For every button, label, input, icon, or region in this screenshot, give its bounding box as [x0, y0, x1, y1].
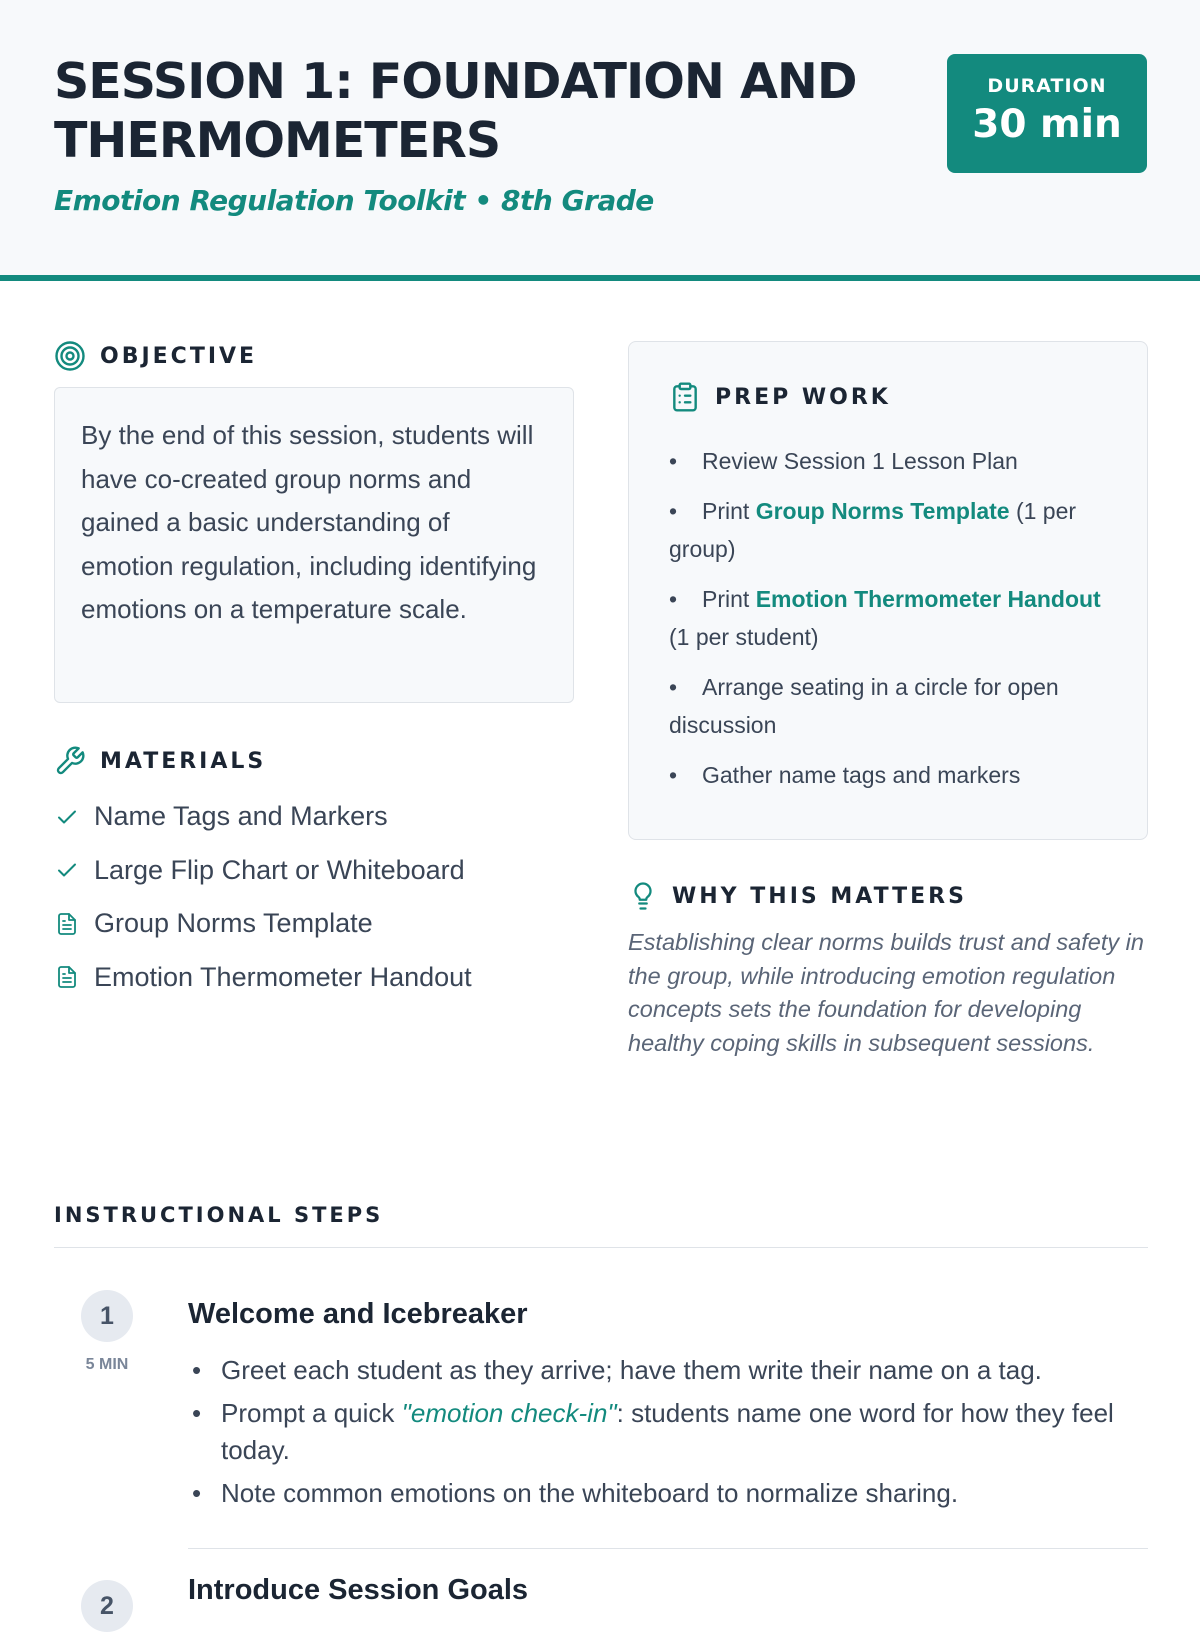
step-duration: 5 MIN	[85, 1356, 129, 1373]
prep-heading	[669, 381, 891, 413]
divider	[54, 1247, 1148, 1248]
prep-text-post: (1 per student)	[669, 624, 819, 650]
material-label: Large Flip Chart or Whiteboard	[94, 854, 465, 885]
step-number: 2	[81, 1580, 133, 1632]
prep-text: Review Session 1 Lesson Plan	[702, 448, 1018, 474]
why-heading-text: WHY THIS MATTERS	[672, 883, 967, 909]
check-icon	[54, 804, 80, 830]
materials-heading	[54, 745, 266, 777]
why-heading	[628, 880, 967, 912]
step-title: Introduce Session Goals	[188, 1574, 529, 1606]
duration-badge	[947, 54, 1147, 173]
check-icon	[54, 857, 80, 883]
list-item	[54, 951, 594, 1005]
list-item	[54, 844, 594, 898]
bullet-text: Prompt a quick	[221, 1398, 402, 1428]
wrench-icon	[54, 745, 86, 777]
step-bullets	[188, 1352, 1148, 1518]
objective-heading-text: OBJECTIVE	[100, 343, 258, 369]
prep-text: Print	[702, 498, 756, 524]
list-item	[188, 1475, 1148, 1512]
prep-text: Gather name tags and markers	[702, 762, 1021, 788]
bullet-text: Note common emotions on the whiteboard to normalize sharing.	[221, 1478, 959, 1508]
prep-list	[669, 442, 1109, 806]
prep-heading-text: PREP WORK	[715, 384, 891, 410]
prep-work-panel	[628, 341, 1148, 840]
list-item: • Review Session 1 Lesson Plan	[669, 448, 1018, 474]
list-item	[188, 1395, 1148, 1469]
list-item: • Arrange seating in a circle for open discussion	[669, 674, 1059, 738]
step-title: Welcome and Icebreaker	[188, 1298, 528, 1330]
page-header	[0, 0, 1200, 281]
lightbulb-icon	[628, 880, 658, 912]
objective-heading	[54, 340, 257, 372]
prep-text: Print	[702, 586, 756, 612]
list-item	[54, 790, 594, 844]
objective-text: By the end of this session, students will have co-created group norms and gained a basic understanding of emotion regulation, including identifying emotions on a temperature scale.	[54, 387, 574, 703]
target-icon	[54, 340, 86, 372]
bullet-text: Greet each student as they arrive; have them write their name on a tag.	[221, 1355, 1042, 1385]
material-label: Group Norms Template	[94, 908, 373, 939]
list-item	[188, 1352, 1148, 1389]
list-item: • Print Emotion Thermometer Handout (1 per student)	[669, 586, 1101, 650]
page-subtitle: Emotion Regulation Toolkit • 8th Grade	[54, 184, 654, 217]
prep-highlight: Emotion Thermometer Handout	[755, 586, 1101, 612]
prep-highlight: Group Norms Template	[755, 498, 1010, 524]
bullet-emphasis: "emotion check-in"	[401, 1398, 617, 1428]
why-text: Establishing clear norms builds trust and safety in the group, while introducing emotion regulation concepts sets the foundation for developing healthy coping skills in subsequent sessions.	[628, 929, 1144, 1056]
material-label: Emotion Thermometer Handout	[94, 961, 472, 992]
prep-text-post: (1 per group)	[669, 498, 1077, 562]
list-item: • Print Group Norms Template (1 per group)	[669, 498, 1077, 562]
document-icon	[54, 964, 80, 990]
prep-text: Arrange seating in a circle for open discussion	[669, 674, 1059, 738]
document-icon	[54, 911, 80, 937]
materials-heading-text: MATERIALS	[100, 748, 267, 774]
step-number: 1	[81, 1290, 133, 1342]
divider	[188, 1548, 1148, 1549]
duration-label: DURATION	[987, 75, 1107, 97]
page-title: SESSION 1: FOUNDATION AND THERMOMETERS	[54, 53, 857, 169]
duration-value: 30 min	[972, 102, 1122, 147]
material-label: Name Tags and Markers	[94, 801, 388, 832]
list-item: • Gather name tags and markers	[669, 762, 1021, 788]
materials-list	[54, 790, 594, 1004]
clipboard-icon	[669, 381, 701, 413]
list-item	[54, 897, 594, 951]
bullet-text-post: : students name one word for how they feel today.	[221, 1398, 1114, 1465]
steps-heading: INSTRUCTIONAL STEPS	[54, 1203, 384, 1227]
